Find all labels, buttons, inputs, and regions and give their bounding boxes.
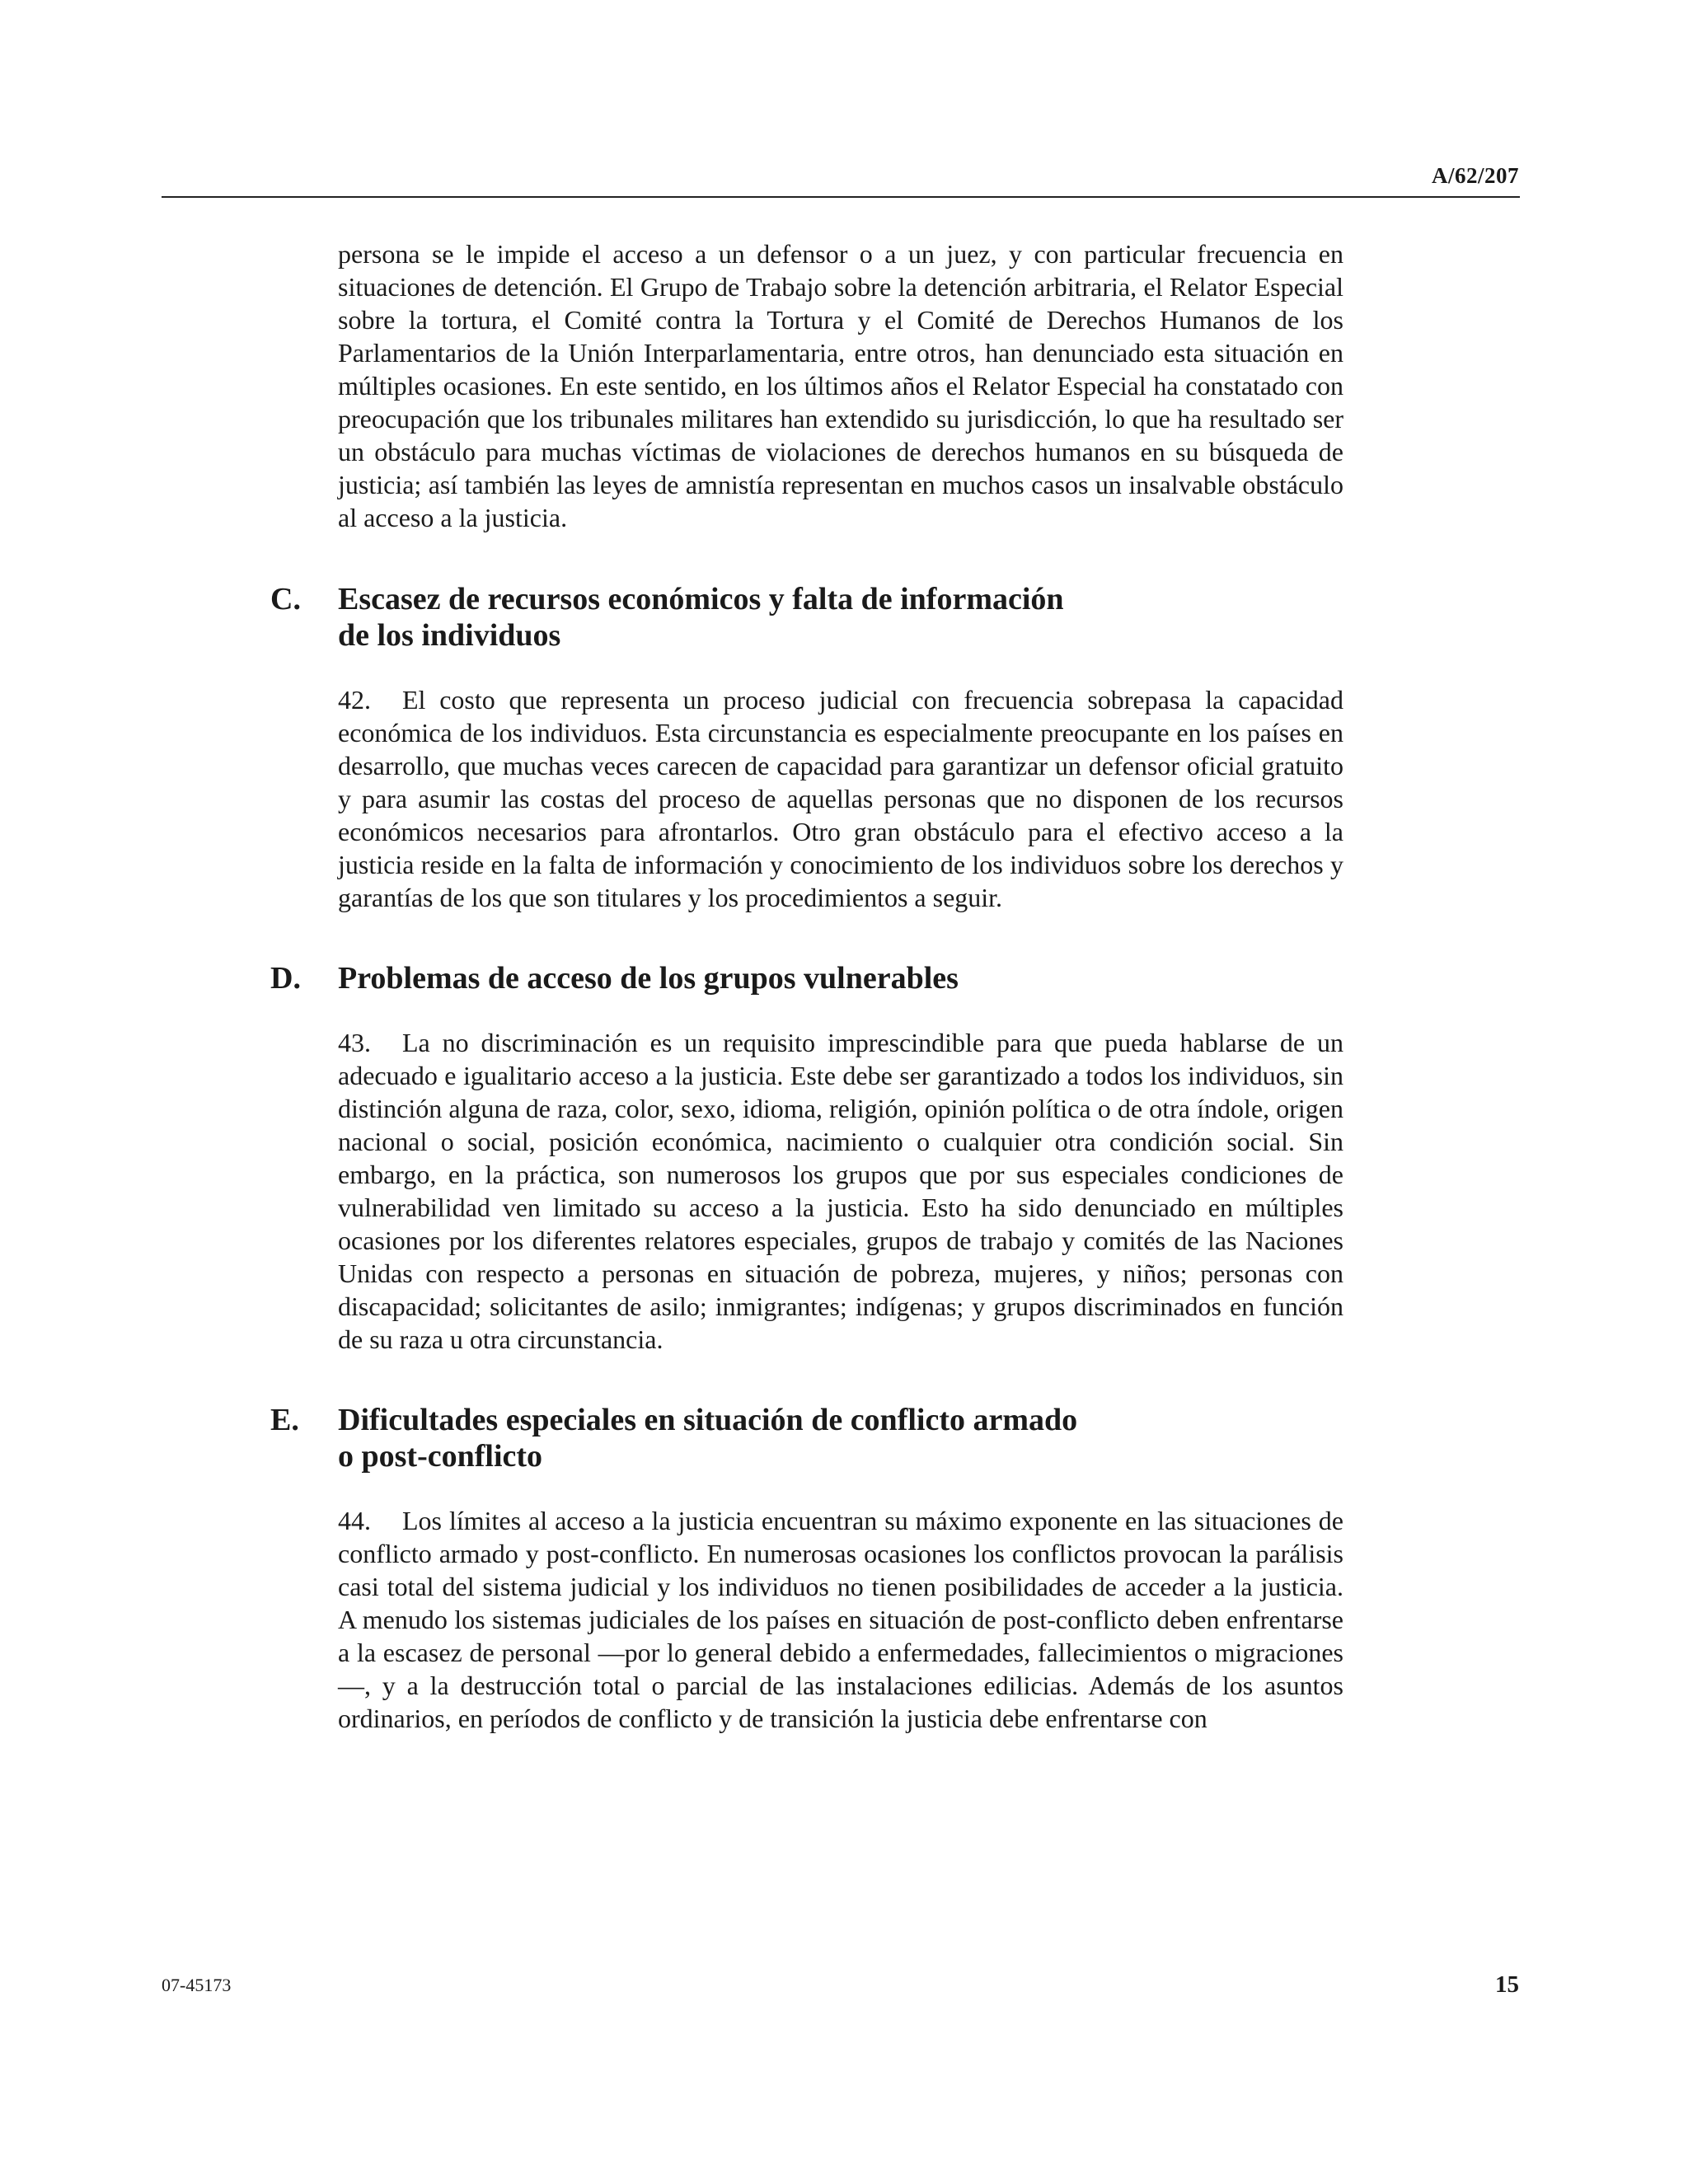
section-title-line-1: Dificultades especiales en situación de conflicto armado	[338, 1403, 1078, 1437]
continued-paragraph: persona se le impide el acceso a un defensor o a un juez, y con particular frecuencia en situaciones de detención. El Grupo de Trabajo sobre la detención arbitraria, el Relator Especial sobre la tortura, el Comité contra la Tortura y el Comité de Derechos Humanos de los Parlamentarios de la Unión Interparlamentaria, entre otros, han denunciado esta situación en múltiples ocasiones. En este sentido, en los últimos años el Relator Especial ha constatado con preocupación que los tribunales militares han extendido su jurisdicción, lo que ha resultado ser un obstáculo para muchas víctimas de violaciones de derechos humanos en su búsqueda de justicia; así también las leyes de amnistía representan en muchos casos un insalvable obstáculo al acceso a la justicia.	[338, 239, 1343, 532]
section-letter: D.	[270, 961, 301, 996]
paragraph-number: 44.	[338, 1506, 371, 1535]
paragraph-number: 42.	[338, 685, 371, 715]
document-symbol: A/62/207	[1431, 163, 1519, 188]
paragraph-44	[338, 1504, 1343, 1735]
paragraph-text: Los límites al acceso a la justicia encuentran su máximo exponente en las situaciones de conflicto armado y post-conflicto. En numerosas ocasiones los conflictos provocan la parálisis casi total del sistema judicial y los individuos no tienen posibilidades de acceder a la justicia. A menudo los sistemas judiciales de los países en situación de post-conflicto deben enfrentarse a la escasez de personal —por lo general debido a enfermedades, fallecimientos o migraciones—, y a la destrucción total o parcial de las instalaciones edilicias. Además de los asuntos ordinarios, en períodos de conflicto y de transición la justicia debe enfrentarse con	[338, 1506, 1343, 1733]
section-e	[270, 1402, 1343, 1735]
paragraph-text: La no discriminación es un requisito imprescindible para que pueda hablarse de un adecuado e igualitario acceso a la justicia. Este debe ser garantizado a todos los individuos, sin distinción alguna de raza, color, sexo, idioma, religión, opinión política o de otra índole, origen nacional o social, posición económica, nacimiento o cualquier otra condición social. Sin embargo, en la práctica, son numerosos los grupos que por sus especiales condiciones de vulnerabilidad ven limitado su acceso a la justicia. Esto ha sido denunciado en múltiples ocasiones por los diferentes relatores especiales, grupos de trabajo y comités de las Naciones Unidas con respecto a personas en situación de pobreza, mujeres, y niños; personas con discapacidad; solicitantes de asilo; inmigrantes; indígenas; y grupos discriminados en función de su raza u otra circunstancia.	[338, 1028, 1343, 1354]
paragraph-43	[338, 1026, 1343, 1356]
section-title-line-1: Escasez de recursos económicos y falta de información	[338, 582, 1064, 616]
section-d	[270, 960, 1343, 1356]
section-heading	[270, 1402, 1343, 1474]
section-letter: C.	[270, 582, 301, 616]
document-body	[270, 237, 1343, 1735]
section-heading	[270, 581, 1343, 654]
header-rule	[162, 196, 1520, 198]
paragraph-42	[338, 683, 1343, 914]
paragraph-text: El costo que representa un proceso judicial con frecuencia sobrepasa la capacidad económica de los individuos. Esta circunstancia es especialmente preocupante en los países en desarrollo, que muchas veces carecen de capacidad para garantizar un defensor oficial gratuito y para asumir las costas del proceso de aquellas personas que no disponen de los recursos económicos necesarios para afrontarlos. Otro gran obstáculo para el efectivo acceso a la justicia reside en la falta de información y conocimiento de los individuos sobre los derechos y garantías de los que son titulares y los procedimientos a seguir.	[338, 685, 1343, 912]
section-heading	[270, 960, 1343, 996]
document-number: 07-45173	[162, 1975, 232, 1995]
section-title-line-1: Problemas de acceso de los grupos vulnerables	[338, 961, 959, 996]
section-letter: E.	[270, 1403, 299, 1437]
section-title-line-2: o post-conflicto	[338, 1439, 543, 1474]
section-title-line-2: de los individuos	[338, 618, 561, 653]
section-c	[270, 581, 1343, 914]
paragraph-number: 43.	[338, 1028, 371, 1057]
page-number: 15	[1495, 1971, 1519, 1998]
